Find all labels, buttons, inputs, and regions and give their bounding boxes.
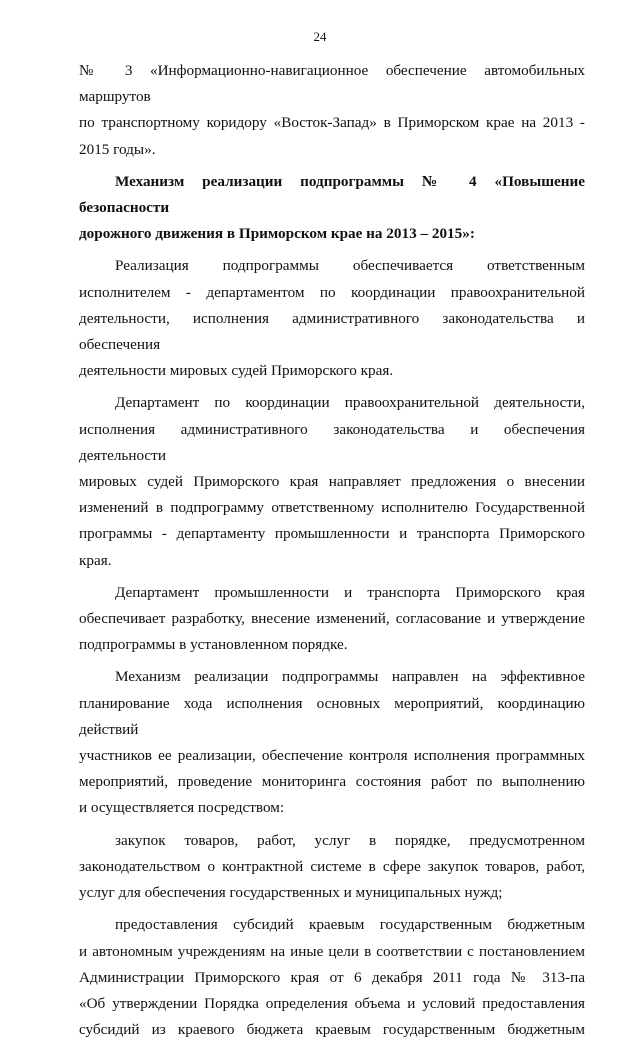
text-line: услуг для обеспечения государственных и муниципальных нужд;: [79, 884, 503, 902]
text-line: Департамент по координации правоохранительной деятельности,: [115, 394, 585, 412]
text-line: деятельности, исполнения административного законодательства и обеспечения: [79, 309, 585, 354]
text-line: Механизм реализации подпрограммы направлен на эффективное: [115, 668, 585, 686]
text-line: предоставления субсидий краевым государственным бюджетным: [115, 916, 585, 934]
paragraph-continuation: [79, 58, 585, 163]
text-line: законодательством о контрактной системе в сфере закупок товаров, работ,: [79, 857, 585, 875]
text-line: исполнителем - департаментом по координации правоохранительной: [79, 283, 585, 301]
text-line: и осуществляется посредством:: [79, 799, 285, 817]
paragraph-mechanism: [79, 664, 585, 821]
text-line: № 3 «Информационно-навигационное обеспечение автомобильных маршрутов: [79, 62, 585, 106]
text-line: закупок товаров, работ, услуг в порядке, предусмотренном: [115, 831, 585, 849]
text-line: 2015 годы».: [79, 140, 156, 158]
text-line: участников ее реализации, обеспечение контроля исполнения программных: [79, 747, 585, 765]
text-line: мировых судей Приморского края направляет предложения о внесении: [79, 473, 585, 491]
text-line: субсидий из краевого бюджета краевым государственным бюджетным: [79, 1021, 585, 1039]
list-item-subsidies: [79, 912, 585, 1043]
heading-line: Механизм реализации подпрограммы № 4 «Повышение безопасности: [79, 172, 585, 217]
heading-line: дорожного движения в Приморском крае на 2013 – 2015»:: [79, 225, 475, 243]
text-line: исполнения административного законодательства и обеспечения деятельности: [79, 420, 585, 464]
paragraph-implementation: [79, 253, 585, 384]
text-line: изменений в подпрограмму ответственному исполнителю Государственной: [79, 499, 585, 517]
section-heading: [79, 169, 585, 248]
page-number: 24: [313, 29, 327, 44]
text-line: и автономным учреждениям на иные цели в соответствии с постановлением: [79, 942, 585, 960]
paragraph-department-proposals: [79, 390, 585, 573]
text-line: Департамент промышленности и транспорта Приморского края: [115, 583, 585, 601]
text-line: Реализация подпрограммы обеспечивается ответственным: [115, 257, 585, 275]
text-line: деятельности мировых судей Приморского края.: [79, 362, 394, 380]
document-body: [79, 58, 585, 1043]
text-line: «Об утверждении Порядка определения объема и условий предоставления: [79, 994, 585, 1012]
text-line: Администрации Приморского края от 6 декабря 2011 года № 313-па: [79, 968, 585, 986]
text-line: обеспечивает разработку, внесение изменений, согласование и утверждение: [79, 610, 585, 628]
text-line: по транспортному коридору «Восток-Запад» в Приморском крае на 2013 -: [79, 114, 585, 132]
text-line: планирование хода исполнения основных мероприятий, координацию действий: [79, 694, 585, 738]
list-item-procurement: [79, 828, 585, 907]
paragraph-department-industry: [79, 580, 585, 659]
text-line: программы - департаменту промышленности и транспорта Приморского края.: [79, 525, 585, 569]
text-line: подпрограммы в установленном порядке.: [79, 636, 348, 654]
text-line: мероприятий, проведение мониторинга состояния работ по выполнению: [79, 773, 585, 791]
